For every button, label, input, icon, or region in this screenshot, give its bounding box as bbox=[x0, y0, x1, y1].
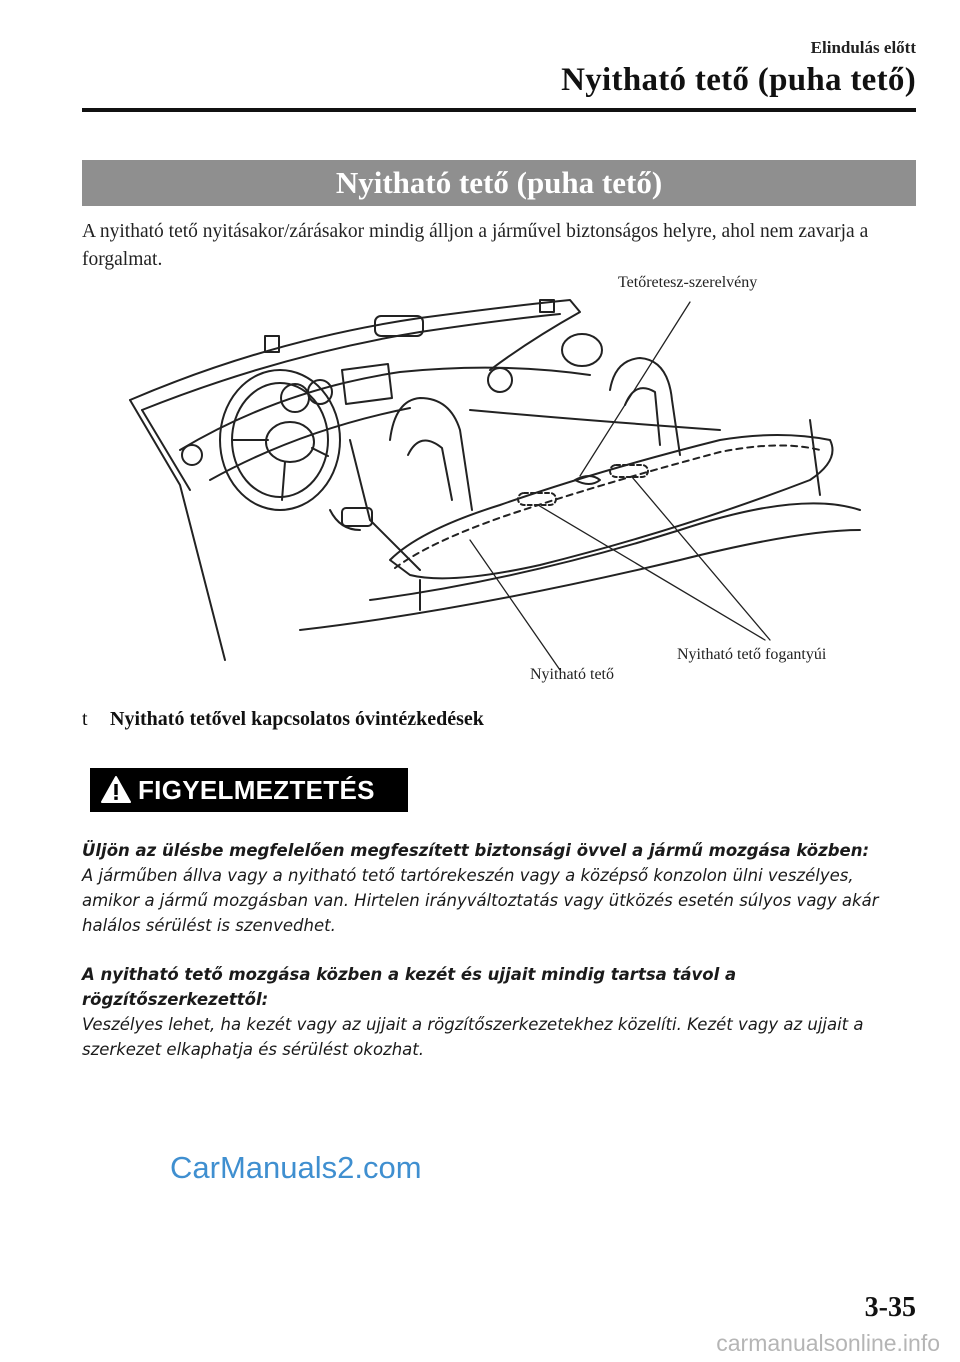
warning-item-2-body: Veszélyes lehet, ha kezét vagy az ujjait a rögzítőszerkezetekhez közelíti. Kezét vagy az ujjait a szerkezet elkaphatja és sérülést okozhat. bbox=[82, 1015, 864, 1059]
section-banner: Nyitható tető (puha tető) bbox=[82, 160, 916, 206]
watermark-logo: CarManuals2.com bbox=[170, 1150, 422, 1185]
header-divider bbox=[82, 108, 916, 112]
intro-paragraph: A nyitható tető nyitásakor/zárásakor mindig álljon a járművel biztonságos helyre, ahol nem zavarja a forgalmat. bbox=[82, 221, 869, 270]
warning-item-1-body: A járműben állva vagy a nyitható tető tartórekeszén vagy a középső konzolon ülni veszélyes, amikor a jármű mozgásban van. Hirtelen irányváltoztatás vagy ütközés esetén súlyos vagy akár halálos sérülést is szenvedhet. bbox=[82, 866, 879, 935]
warning-item-1-heading: Üljön az ülésbe megfelelően megfeszített biztonsági övvel a jármű mozgása közben: bbox=[82, 841, 870, 860]
precautions-title: Nyitható tetővel kapcsolatos óvintézkedések bbox=[110, 708, 484, 730]
warning-badge bbox=[90, 768, 408, 812]
soft-top-label: Nyitható tető bbox=[530, 666, 614, 683]
warning-item-1 bbox=[82, 838, 912, 938]
page-number: 3-35 bbox=[864, 1292, 916, 1323]
precautions-heading bbox=[82, 708, 484, 731]
top-handles-label: Nyitható tető fogantyúi bbox=[677, 646, 827, 663]
car-interior-drawing bbox=[120, 280, 880, 700]
subsection-bullet: t bbox=[82, 708, 88, 730]
warning-label: FIGYELMEZTETÉS bbox=[138, 775, 375, 805]
convertible-top-illustration bbox=[120, 274, 880, 700]
page-header-title: Nyitható tető (puha tető) bbox=[561, 62, 916, 98]
warning-item-2 bbox=[82, 962, 912, 1062]
latch-assembly-label: Tetőretesz-szerelvény bbox=[618, 274, 758, 291]
warning-triangle-icon bbox=[100, 775, 132, 805]
section-name: Elindulás előtt bbox=[810, 38, 916, 57]
footer-site-link[interactable]: carmanualsonline.info bbox=[716, 1330, 940, 1356]
warning-item-2-heading: A nyitható tető mozgása közben a kezét és ujjait mindig tartsa távol a rögzítőszerkezettől: bbox=[82, 965, 737, 1009]
